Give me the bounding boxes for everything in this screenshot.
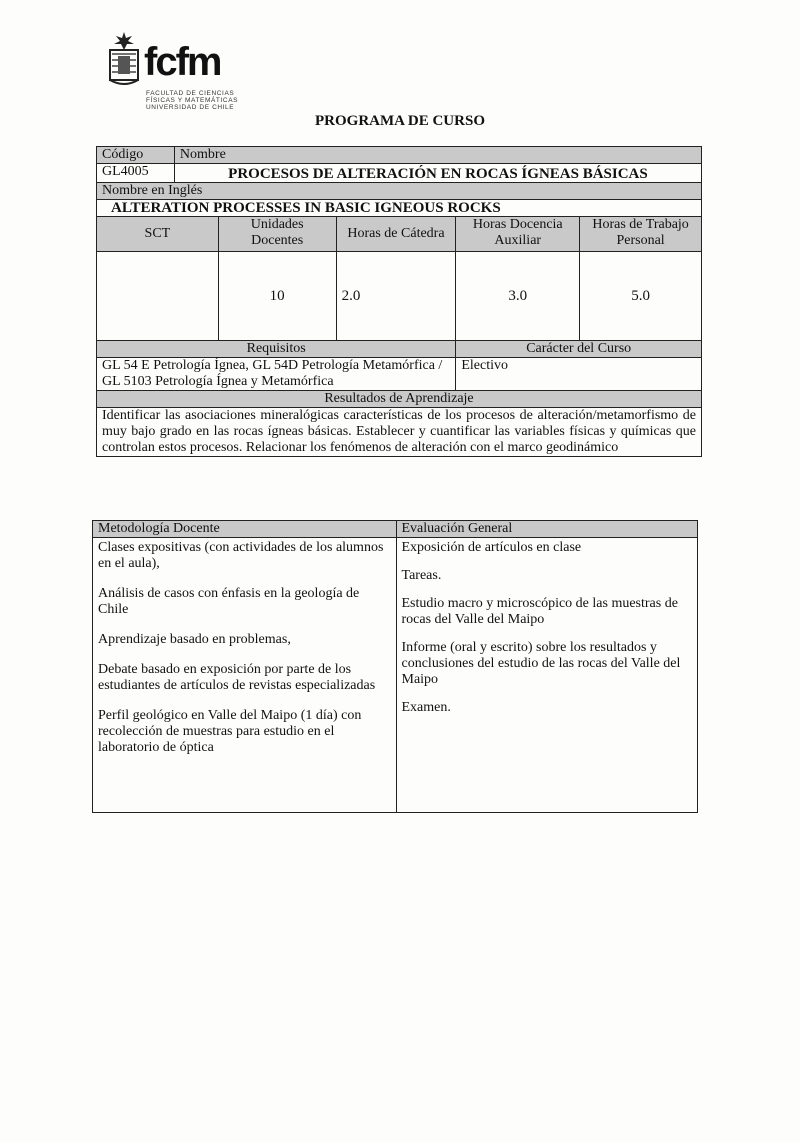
course-code: GL4005 <box>97 164 175 183</box>
personal-header: Horas de Trabajo Personal <box>580 217 702 252</box>
resultados-text: Identificar las asociaciones mineralógicas características de los procesos de alteración/metamorfismo de muy bajo grado en las rocas ígneas básicas. Establecer y cuantificar las variables físicas y químicas que controlan estos procesos. Relacionar los fenómenos de alteración con el marco geodinámico <box>97 408 702 457</box>
caracter-text: Electivo <box>456 358 702 391</box>
codigo-label: Código <box>97 147 175 164</box>
requisitos-label: Requisitos <box>97 341 456 358</box>
document-title: PROGRAMA DE CURSO <box>314 113 485 129</box>
requisitos-text: GL 54 E Petrología Ígnea, GL 54D Petrología Metamórfica / GL 5103 Petrología Ígnea y Metamórfica <box>97 358 456 391</box>
auxiliar-value: 3.0 <box>456 252 580 341</box>
logo-text: fcfm <box>144 40 221 84</box>
metodologia-item: Perfil geológico en Valle del Maipo (1 día) con recolección de muestras para estudio en el laboratorio de óptica <box>98 708 362 755</box>
course-info-table <box>96 146 702 457</box>
evaluacion-label: Evaluación General <box>396 521 698 538</box>
evaluacion-item: Estudio macro y microscópico de las muestras de rocas del Valle del Maipo <box>401 596 678 627</box>
evaluacion-item: Tareas. <box>401 568 442 583</box>
university-seal-icon <box>104 30 144 86</box>
fcfm-logo <box>104 30 244 120</box>
evaluacion-item: Informe (oral y escrito) sobre los resultados y conclusiones del estudio de las rocas del Valle del Maipo <box>401 640 681 687</box>
evaluacion-item: Exposición de artículos en clase <box>401 540 582 555</box>
auxiliar-header: Horas Docencia Auxiliar <box>456 217 580 252</box>
metodologia-item: Análisis de casos con énfasis en la geología de Chile <box>98 586 360 617</box>
metodologia-item: Clases expositivas (con actividades de los alumnos en el aula), <box>98 540 384 571</box>
personal-value: 5.0 <box>580 252 702 341</box>
caracter-label: Carácter del Curso <box>456 341 702 358</box>
metodologia-label: Metodología Docente <box>93 521 397 538</box>
metodologia-list <box>93 538 397 813</box>
evaluacion-item: Examen. <box>401 700 451 715</box>
english-name-label: Nombre en Inglés <box>97 183 702 200</box>
metodologia-item: Aprendizaje basado en problemas, <box>98 632 291 647</box>
unidades-value: 10 <box>218 252 336 341</box>
nombre-label: Nombre <box>174 147 701 164</box>
logo-subtitle: FACULTAD DE CIENCIAS FÍSICAS Y MATEMÁTICAS UNIVERSIDAD DE CHILE <box>146 90 239 111</box>
english-name: ALTERATION PROCESSES IN BASIC IGNEOUS ROCKS <box>97 200 702 217</box>
resultados-label: Resultados de Aprendizaje <box>97 391 702 408</box>
sct-value <box>97 252 219 341</box>
metodologia-item: Debate basado en exposición por parte de los estudiantes de artículos de revistas especializadas <box>98 662 376 693</box>
unidades-header: Unidades Docentes <box>218 217 336 252</box>
sct-header: SCT <box>97 217 219 252</box>
catedra-header: Horas de Cátedra <box>336 217 456 252</box>
evaluacion-list <box>396 538 698 813</box>
catedra-value: 2.0 <box>336 252 456 341</box>
methodology-evaluation-table <box>92 520 698 813</box>
course-name: PROCESOS DE ALTERACIÓN EN ROCAS ÍGNEAS BÁSICAS <box>174 164 701 183</box>
